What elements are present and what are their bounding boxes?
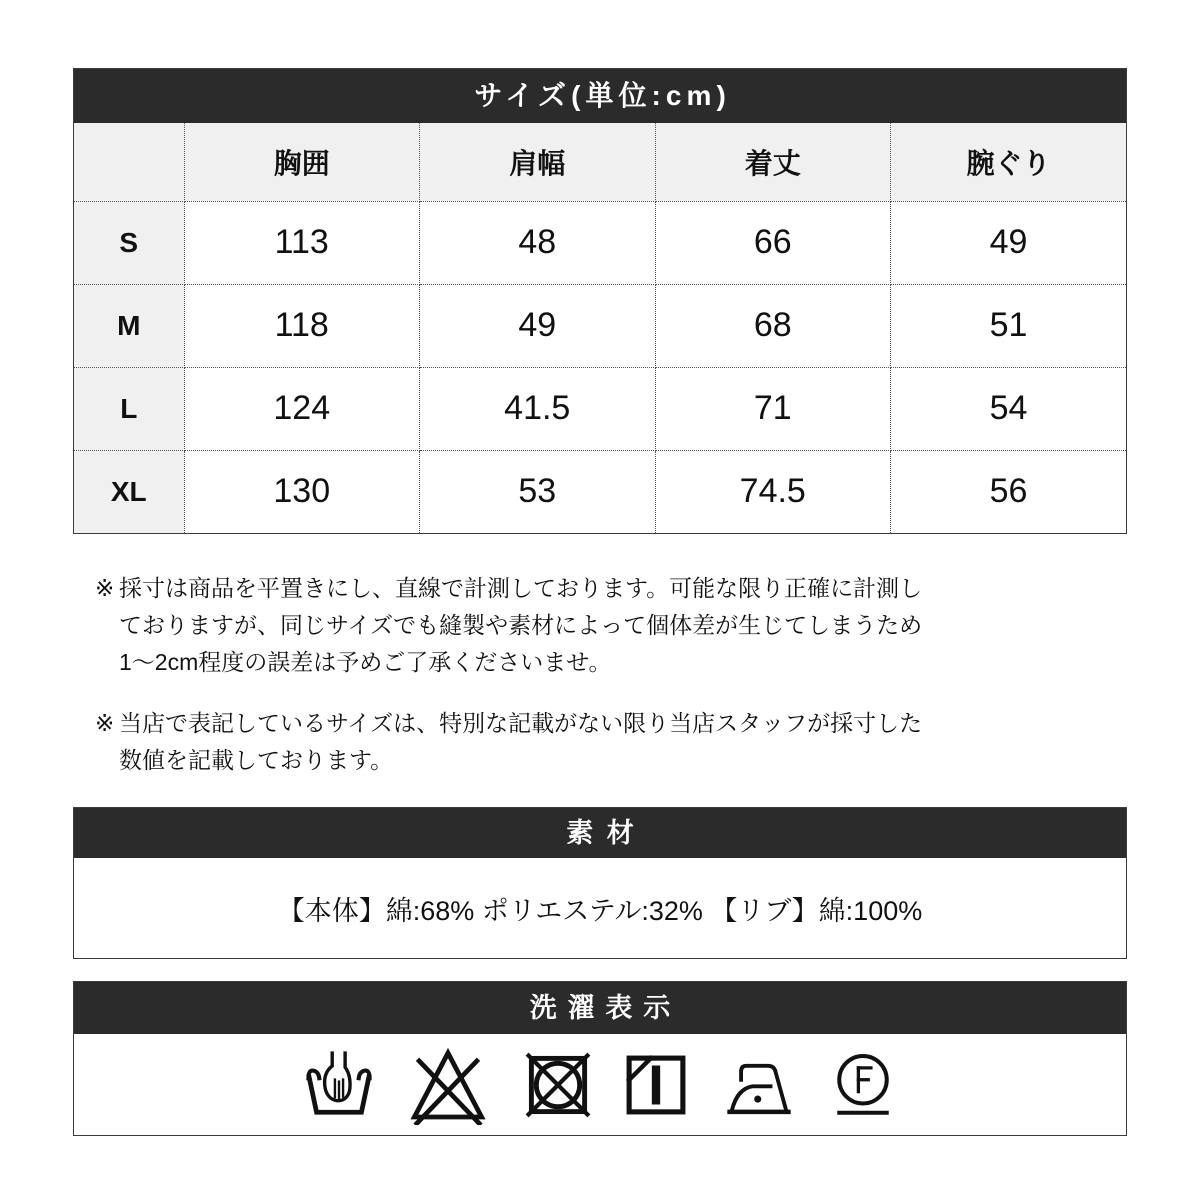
note-marker: ※ bbox=[95, 710, 115, 736]
iron-low-heat-icon bbox=[719, 1053, 799, 1117]
column-header-shoulder: 肩幅 bbox=[420, 123, 656, 201]
size-table-title-bar: サイズ(単位:cm) bbox=[74, 69, 1126, 123]
note-line: 採寸は商品を平置きにし、直線で計測しております。可能な限り正確に計測し bbox=[119, 575, 923, 601]
cell-xl-length: 74.5 bbox=[655, 450, 891, 533]
cell-s-chest: 113 bbox=[184, 201, 420, 284]
size-table-corner-cell bbox=[74, 123, 184, 201]
size-table-section bbox=[73, 68, 1127, 534]
cell-s-length: 66 bbox=[655, 201, 891, 284]
row-label-s: S bbox=[74, 201, 184, 284]
note-measurement-accuracy bbox=[95, 570, 1127, 681]
measurement-notes bbox=[73, 570, 1127, 779]
material-composition: 【本体】綿:68% ポリエステル:32% 【リブ】綿:100% bbox=[277, 895, 923, 926]
material-section bbox=[73, 807, 1127, 959]
table-row-xl bbox=[74, 450, 1126, 533]
table-row-s bbox=[74, 201, 1126, 284]
hand-wash-icon bbox=[305, 1043, 373, 1127]
cell-s-shoulder: 48 bbox=[420, 201, 656, 284]
column-header-length: 着丈 bbox=[655, 123, 891, 201]
laundry-section bbox=[73, 981, 1127, 1136]
table-row-m bbox=[74, 284, 1126, 367]
row-label-m: M bbox=[74, 284, 184, 367]
note-line: 1〜2cm程度の誤差は予めご了承くださいませ。 bbox=[119, 649, 612, 675]
cell-l-length: 71 bbox=[655, 367, 891, 450]
note-line: 数値を記載しております。 bbox=[119, 747, 394, 773]
cell-m-armhole: 51 bbox=[891, 284, 1127, 367]
size-chart-page bbox=[73, 0, 1127, 1136]
note-text bbox=[119, 570, 922, 681]
cell-xl-armhole: 56 bbox=[891, 450, 1127, 533]
column-header-chest: 胸囲 bbox=[184, 123, 420, 201]
material-title-bar: 素材 bbox=[74, 808, 1126, 858]
note-line: ておりますが、同じサイズでも縫製や素材によって個体差が生じてしまうため bbox=[119, 612, 923, 638]
column-header-armhole: 腕ぐり bbox=[891, 123, 1127, 201]
cell-xl-chest: 130 bbox=[184, 450, 420, 533]
laundry-title-bar: 洗濯表示 bbox=[74, 982, 1126, 1034]
cell-l-armhole: 54 bbox=[891, 367, 1127, 450]
line-dry-in-shade-icon bbox=[624, 1052, 688, 1118]
cell-m-shoulder: 49 bbox=[420, 284, 656, 367]
note-marker: ※ bbox=[95, 575, 115, 601]
row-label-l: L bbox=[74, 367, 184, 450]
size-table bbox=[74, 123, 1126, 533]
note-text bbox=[119, 705, 922, 779]
do-not-tumble-dry-icon bbox=[523, 1046, 593, 1124]
cell-l-chest: 124 bbox=[184, 367, 420, 450]
dry-clean-petroleum-gentle-icon bbox=[830, 1049, 896, 1121]
table-row-l bbox=[74, 367, 1126, 450]
note-line: 当店で表記しているサイズは、特別な記載がない限り当店スタッフが採寸した bbox=[119, 710, 923, 736]
laundry-symbols bbox=[74, 1034, 1126, 1135]
cell-s-armhole: 49 bbox=[891, 201, 1127, 284]
note-staff-measured bbox=[95, 705, 1127, 779]
cell-l-shoulder: 41.5 bbox=[420, 367, 656, 450]
row-label-xl: XL bbox=[74, 450, 184, 533]
cell-xl-shoulder: 53 bbox=[420, 450, 656, 533]
size-table-header-row bbox=[74, 123, 1126, 201]
cell-m-length: 68 bbox=[655, 284, 891, 367]
do-not-bleach-icon bbox=[404, 1045, 492, 1125]
cell-m-chest: 118 bbox=[184, 284, 420, 367]
